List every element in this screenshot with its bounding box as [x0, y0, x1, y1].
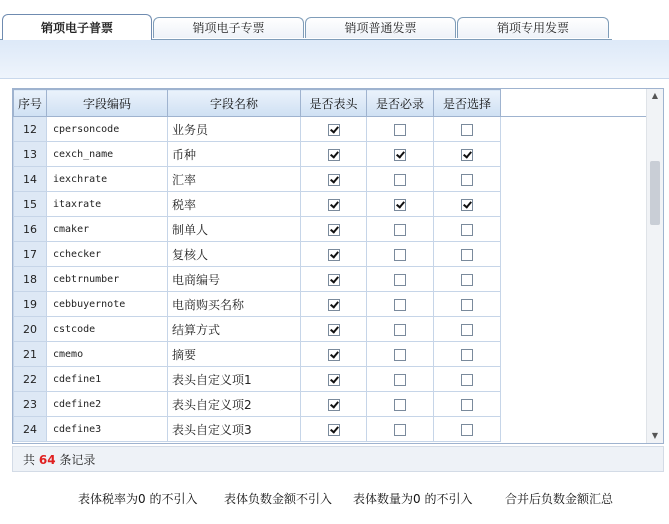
field-code-cell: cmemo — [47, 342, 168, 367]
field-code-cell: cebtrnumber — [47, 267, 168, 292]
is-required-cell — [367, 417, 434, 442]
field-name-cell: 电商编号 — [168, 267, 301, 292]
field-name-cell: 复核人 — [168, 242, 301, 267]
field-code-cell: cstcode — [47, 317, 168, 342]
field-name-cell: 币种 — [168, 142, 301, 167]
is-select-checkbox[interactable] — [461, 424, 473, 436]
table-header-row — [14, 90, 649, 117]
is-header-checkbox[interactable] — [328, 399, 340, 411]
table-row[interactable] — [14, 167, 649, 192]
blank-cell — [501, 117, 649, 142]
is-header-cell — [301, 292, 367, 317]
row-number: 20 — [14, 317, 47, 342]
is-header-checkbox[interactable] — [328, 374, 340, 386]
blank-cell — [501, 167, 649, 192]
is-header-checkbox[interactable] — [328, 424, 340, 436]
col-header-no[interactable]: 序号 — [14, 90, 47, 117]
is-select-checkbox[interactable] — [461, 399, 473, 411]
is-header-cell — [301, 117, 367, 142]
is-header-cell — [301, 417, 367, 442]
blank-cell — [501, 342, 649, 367]
tab-e-special-invoice[interactable]: 销项电子专票 — [153, 17, 304, 38]
tab-general-invoice[interactable]: 销项普通发票 — [305, 17, 456, 38]
is-required-cell — [367, 117, 434, 142]
is-select-cell — [434, 192, 501, 217]
is-required-cell — [367, 367, 434, 392]
is-header-checkbox[interactable] — [328, 124, 340, 136]
col-header-is-select[interactable]: 是否选择 — [434, 90, 501, 117]
field-code-cell: cexch_name — [47, 142, 168, 167]
is-required-cell — [367, 342, 434, 367]
is-required-cell — [367, 317, 434, 342]
is-header-cell — [301, 192, 367, 217]
is-header-cell — [301, 242, 367, 267]
blank-cell — [501, 417, 649, 442]
is-header-checkbox[interactable] — [328, 299, 340, 311]
is-required-cell — [367, 167, 434, 192]
table-row[interactable] — [14, 242, 649, 267]
field-name-cell: 表头自定义项2 — [168, 392, 301, 417]
record-count-prefix: 共 — [23, 453, 36, 467]
is-required-cell — [367, 192, 434, 217]
row-number: 21 — [14, 342, 47, 367]
field-code-cell: cmaker — [47, 217, 168, 242]
option-merge-negative-sum[interactable]: 合并后负数金额汇总 — [505, 492, 614, 506]
is-select-checkbox[interactable] — [461, 224, 473, 236]
is-header-cell — [301, 392, 367, 417]
field-code-cell: cebbuyernote — [47, 292, 168, 317]
table-row[interactable] — [14, 367, 649, 392]
is-select-cell — [434, 292, 501, 317]
field-grid — [12, 88, 664, 444]
row-number: 19 — [14, 292, 47, 317]
field-name-cell: 汇率 — [168, 167, 301, 192]
is-header-cell — [301, 167, 367, 192]
is-header-cell — [301, 267, 367, 292]
field-name-cell: 表头自定义项1 — [168, 367, 301, 392]
blank-cell — [501, 192, 649, 217]
is-header-cell — [301, 142, 367, 167]
field-name-cell: 业务员 — [168, 117, 301, 142]
is-select-checkbox[interactable] — [461, 174, 473, 186]
is-required-cell — [367, 292, 434, 317]
tab-strip — [0, 0, 669, 40]
is-required-checkbox[interactable] — [394, 399, 406, 411]
blank-cell — [501, 142, 649, 167]
blank-cell — [501, 317, 649, 342]
field-code-cell: cdefine1 — [47, 367, 168, 392]
option-negative-amount[interactable]: 表体负数金额不引入 — [224, 492, 333, 506]
is-select-checkbox[interactable] — [461, 274, 473, 286]
is-required-checkbox[interactable] — [394, 299, 406, 311]
blank-cell — [501, 292, 649, 317]
field-code-cell: iexchrate — [47, 167, 168, 192]
table-row[interactable] — [14, 267, 649, 292]
is-required-checkbox[interactable] — [394, 374, 406, 386]
blank-cell — [501, 217, 649, 242]
field-code-cell: cpersoncode — [47, 117, 168, 142]
is-select-cell — [434, 117, 501, 142]
record-count-suffix: 条记录 — [59, 453, 96, 467]
is-header-cell — [301, 317, 367, 342]
is-select-checkbox[interactable] — [461, 299, 473, 311]
is-header-checkbox[interactable] — [328, 199, 340, 211]
is-required-checkbox[interactable] — [394, 274, 406, 286]
table-row[interactable] — [14, 392, 649, 417]
is-header-checkbox[interactable] — [328, 249, 340, 261]
is-select-cell — [434, 267, 501, 292]
field-code-cell: cdefine3 — [47, 417, 168, 442]
is-header-cell — [301, 342, 367, 367]
is-required-checkbox[interactable] — [394, 249, 406, 261]
row-number: 18 — [14, 267, 47, 292]
col-header-is-header[interactable]: 是否表头 — [301, 90, 367, 117]
is-required-checkbox[interactable] — [394, 424, 406, 436]
record-count-bar — [12, 446, 664, 472]
field-name-cell: 制单人 — [168, 217, 301, 242]
record-count-value: 64 — [38, 453, 56, 467]
field-table — [13, 89, 649, 442]
tab-special-invoice[interactable]: 销项专用发票 — [457, 17, 609, 38]
field-code-cell: itaxrate — [47, 192, 168, 217]
is-select-cell — [434, 367, 501, 392]
is-required-checkbox[interactable] — [394, 349, 406, 361]
is-select-cell — [434, 242, 501, 267]
blank-cell — [501, 267, 649, 292]
field-name-cell: 摘要 — [168, 342, 301, 367]
is-required-checkbox[interactable] — [394, 149, 406, 161]
table-row[interactable] — [14, 217, 649, 242]
blank-cell — [501, 367, 649, 392]
vertical-scrollbar[interactable] — [646, 89, 663, 443]
is-select-checkbox[interactable] — [461, 124, 473, 136]
table-row[interactable] — [14, 117, 649, 142]
is-header-checkbox[interactable] — [328, 274, 340, 286]
is-select-cell — [434, 167, 501, 192]
field-name-cell: 税率 — [168, 192, 301, 217]
tab-e-general-invoice[interactable]: 销项电子普票 — [2, 14, 152, 40]
is-required-cell — [367, 267, 434, 292]
blank-cell — [501, 242, 649, 267]
toolbar-band — [0, 40, 669, 79]
is-select-cell — [434, 317, 501, 342]
row-number: 22 — [14, 367, 47, 392]
row-number: 17 — [14, 242, 47, 267]
table-row[interactable] — [14, 342, 649, 367]
scroll-down-arrow-icon[interactable]: ▼ — [651, 431, 659, 440]
row-number: 15 — [14, 192, 47, 217]
is-header-checkbox[interactable] — [328, 174, 340, 186]
table-row[interactable] — [14, 192, 649, 217]
table-row[interactable] — [14, 292, 649, 317]
col-header-is-required[interactable]: 是否必录 — [367, 90, 434, 117]
is-header-checkbox[interactable] — [328, 324, 340, 336]
is-required-cell — [367, 142, 434, 167]
is-select-cell — [434, 342, 501, 367]
row-number: 23 — [14, 392, 47, 417]
scroll-thumb[interactable] — [650, 161, 660, 225]
row-number: 16 — [14, 217, 47, 242]
blank-cell — [501, 392, 649, 417]
col-header-code[interactable]: 字段编码 — [47, 90, 168, 117]
field-name-cell: 表头自定义项3 — [168, 417, 301, 442]
is-select-checkbox[interactable] — [461, 249, 473, 261]
field-name-cell: 结算方式 — [168, 317, 301, 342]
is-select-checkbox[interactable] — [461, 149, 473, 161]
is-select-cell — [434, 217, 501, 242]
is-required-checkbox[interactable] — [394, 174, 406, 186]
option-zero-quantity[interactable]: 表体数量为0 的不引入 — [353, 492, 473, 506]
is-select-checkbox[interactable] — [461, 349, 473, 361]
is-select-cell — [434, 417, 501, 442]
is-select-checkbox[interactable] — [461, 199, 473, 211]
row-number: 14 — [14, 167, 47, 192]
is-required-cell — [367, 242, 434, 267]
is-required-checkbox[interactable] — [394, 224, 406, 236]
is-required-cell — [367, 217, 434, 242]
option-zero-tax-rate[interactable]: 表体税率为0 的不引入 — [78, 492, 198, 506]
is-header-cell — [301, 367, 367, 392]
is-required-checkbox[interactable] — [394, 124, 406, 136]
row-number: 24 — [14, 417, 47, 442]
table-row[interactable] — [14, 142, 649, 167]
field-name-cell: 电商购买名称 — [168, 292, 301, 317]
is-header-cell — [301, 217, 367, 242]
is-select-checkbox[interactable] — [461, 374, 473, 386]
field-code-cell: cdefine2 — [47, 392, 168, 417]
col-header-blank — [501, 90, 649, 117]
is-select-cell — [434, 142, 501, 167]
field-code-cell: cchecker — [47, 242, 168, 267]
scroll-up-arrow-icon[interactable]: ▲ — [651, 91, 659, 100]
row-number: 13 — [14, 142, 47, 167]
is-required-cell — [367, 392, 434, 417]
row-number: 12 — [14, 117, 47, 142]
table-row[interactable] — [14, 317, 649, 342]
is-required-checkbox[interactable] — [394, 199, 406, 211]
col-header-name[interactable]: 字段名称 — [168, 90, 301, 117]
is-select-checkbox[interactable] — [461, 324, 473, 336]
is-required-checkbox[interactable] — [394, 324, 406, 336]
is-header-checkbox[interactable] — [328, 224, 340, 236]
is-select-cell — [434, 392, 501, 417]
is-header-checkbox[interactable] — [328, 349, 340, 361]
table-row[interactable] — [14, 417, 649, 442]
is-header-checkbox[interactable] — [328, 149, 340, 161]
